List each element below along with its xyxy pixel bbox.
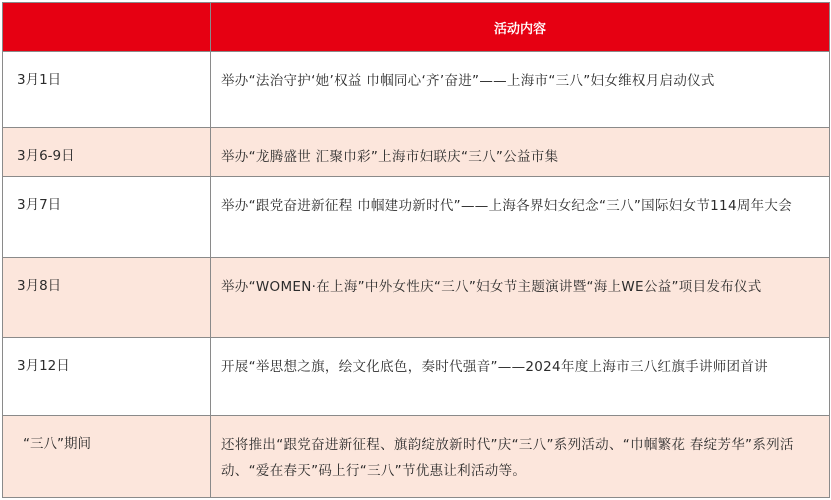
- content-cell: 举办“法治守护‘她’权益 巾帼同心‘齐’奋进”——上海市“三八”妇女维权月启动仪式: [211, 52, 830, 128]
- date-cell: “三八”期间: [3, 416, 211, 498]
- date-cell: 3月12日: [3, 338, 211, 416]
- table-row: [3, 338, 830, 416]
- date-cell: 3月8日: [3, 258, 211, 338]
- date-column-header: [3, 3, 211, 52]
- table-row: [3, 128, 830, 177]
- content-cell: 还将推出“跟党奋进新征程、旗韵绽放新时代”庆“三八”系列活动、“巾帼繁花 春绽芳华”系列活动、“爱在春天”码上行“三八”节优惠让利活动等。: [211, 416, 830, 498]
- content-column-header: 活动内容: [211, 3, 830, 52]
- content-cell: 举办“龙腾盛世 汇聚巾彩”上海市妇联庆“三八”公益市集: [211, 128, 830, 177]
- date-cell: 3月7日: [3, 177, 211, 258]
- date-cell: 3月6-9日: [3, 128, 211, 177]
- table-row: [3, 177, 830, 258]
- table-row: [3, 258, 830, 338]
- table-row: [3, 416, 830, 498]
- activity-table: [2, 2, 830, 498]
- content-cell: 举办“WOMEN·在上海”中外女性庆“三八”妇女节主题演讲暨“海上WE公益”项目发布仪式: [211, 258, 830, 338]
- date-cell: 3月1日: [3, 52, 211, 128]
- content-cell: 开展“举思想之旗，绘文化底色，奏时代强音”——2024年度上海市三八红旗手讲师团首讲: [211, 338, 830, 416]
- table-row: [3, 52, 830, 128]
- content-cell: 举办“跟党奋进新征程 巾帼建功新时代”——上海各界妇女纪念“三八”国际妇女节114周年大会: [211, 177, 830, 258]
- table-header-row: [3, 3, 830, 52]
